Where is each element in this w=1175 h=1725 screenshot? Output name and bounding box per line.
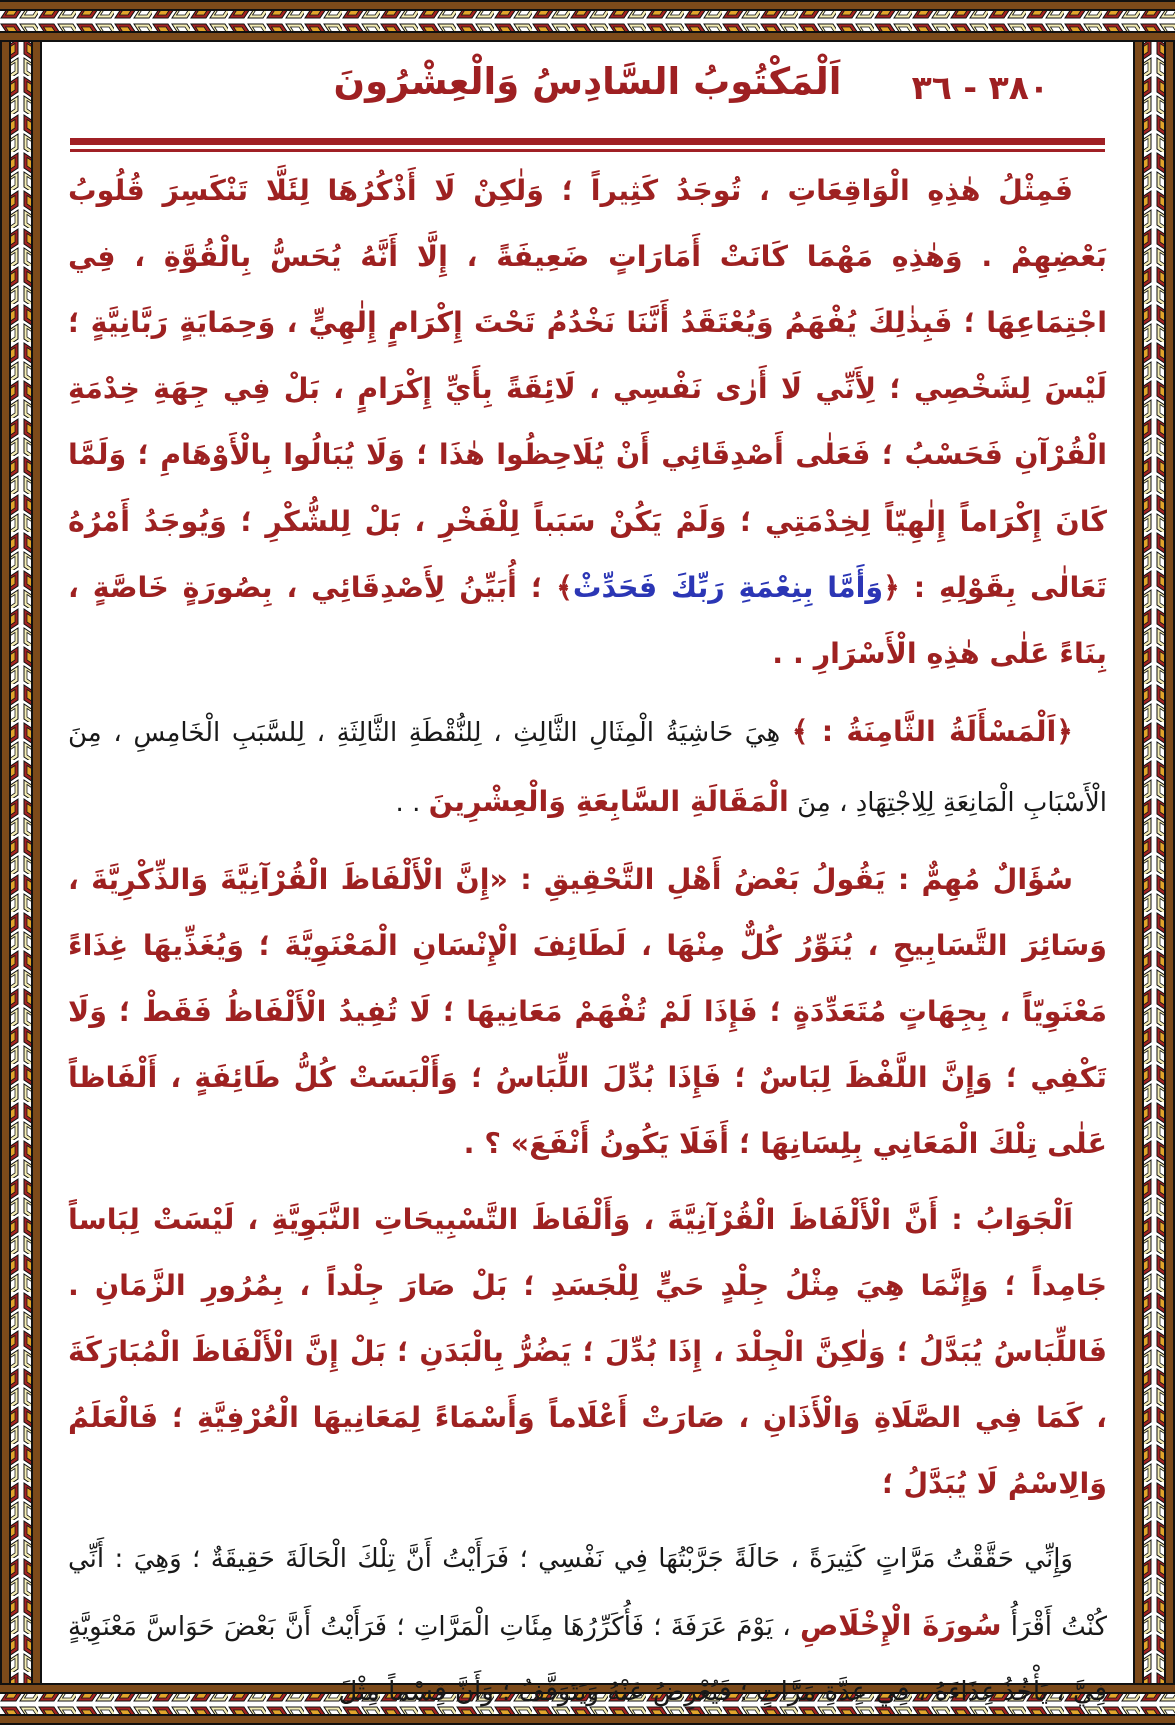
header-rule <box>70 138 1105 152</box>
header-rule-thin <box>70 149 1105 152</box>
text-column <box>68 158 1107 1725</box>
page-content <box>42 42 1133 1708</box>
text-segment: هِيَ حَاشِيَةُ الْمِثَالِ الثَّالِثِ ، لِلنُّقْطَةِ الثَّالِثَةِ ، لِلسَّبَبِ الْخَامِسِ ، مِنَ الْأَسْبَابِ الْمَانِعَةِ لِلِاجْتِهَادِ ، مِنَ <box>68 717 1107 818</box>
text-segment: . . <box>395 787 429 818</box>
text-segment: ؛ أُبَيِّنُ لِأَصْدِقَائِي ، بِصُورَةٍ خَاصَّةٍ ، بِنَاءً عَلٰى هٰذِهِ الْأَسْرَارِ . . <box>68 570 1107 670</box>
paragraph-sual-muhimm <box>68 847 1107 1178</box>
ornamental-border-left-icon <box>0 0 42 1725</box>
text-segment: اَلْجَوَابُ : أَنَّ الْأَلْفَاظَ الْقُرْآنِيَّةَ ، وَأَلْفَاظَ التَّسْبِيحَاتِ النَّبَوِيَّةِ ، لَيْسَتْ لِبَاساً جَامِداً ؛ وَإِنَّمَا هِيَ مِثْلُ جِلْدٍ حَيٍّ لِلْجَسَدِ ؛ بَلْ صَارَ جِلْداً ، بِمُرُورِ الزَّمَانِ . فَاللِّبَاسُ يُبَدَّلُ ؛ وَلٰكِنَّ الْجِلْدَ ، إِذَا بُدِّلَ ؛ يَضُرُّ بِالْبَدَنِ ؛ بَلْ إِنَّ الْأَلْفَاظَ الْمُبَارَكَةَ ، كَمَا فِي الصَّلَاةِ وَالْأَذَانِ ، صَارَتْ أَعْلَاماً وَأَسْمَاءً لِمَعَانِيهَا الْعُرْفِيَّةِ ؛ فَالْعَلَمُ وَالِاسْمُ لَا يُبَدَّلُ ؛ <box>68 1203 1107 1501</box>
text-segment-red-strong: سُورَةَ الْإِخْلَاصِ <box>799 1609 1002 1643</box>
text-segment-bracket: ﴾ <box>556 570 573 604</box>
text-segment: سُؤَالٌ مُهِمٌّ : يَقُولُ بَعْضُ أَهْلِ التَّحْقِيقِ : «إِنَّ الْأَلْفَاظَ الْقُرْآنِيَّةَ وَالذِّكْرِيَّةَ ، وَسَائِرَ التَّسَابِيحِ ، يُنَوِّرُ كُلٌّ مِنْهَا ، لَطَائِفَ الْإِنْسَانِ الْمَعْنَوِيَّةَ ؛ وَيُغَذِّيهَا غِذَاءً مَعْنَوِيّاً ، بِجِهَاتٍ مُتَعَدِّدَةٍ ؛ فَإِذَا لَمْ تُفْهَمْ مَعَانِيهَا ؛ لَا تُفِيدُ الْأَلْفَاظُ فَقَطْ ؛ وَلَا تَكْفِي ؛ وَإِنَّ اللَّفْظَ لِبَاسٌ ؛ فَإِذَا بُدِّلَ اللِّبَاسُ ؛ وَأَلْبَسَتْ كُلُّ طَائِفَةٍ ، أَلْفَاظاً عَلٰى تِلْكَ الْمَعَانِي بِلِسَانِهَا ؛ أَفَلَا يَكُونُ أَنْفَعَ» ؟ . <box>68 862 1107 1160</box>
text-segment-bracket: ﴿ <box>883 570 900 604</box>
paragraph-jawab <box>68 1187 1107 1518</box>
text-segment: فَمِثْلُ هٰذِهِ الْوَاقِعَاتِ ، تُوجَدُ كَثِيراً ؛ وَلٰكِنْ لَا أَذْكُرُهَا لِئَلَّا تَنْكَسِرَ قُلُوبُ بَعْضِهِمْ . وَهٰذِهِ مَهْمَا كَانَتْ أَمَارَاتٍ ضَعِيفَةً ، إِلَّا أَنَّهُ يُحَسُّ بِالْقُوَّةِ ، فِي اجْتِمَاعِهَا ؛ فَبِذٰلِكَ يُفْهَمُ وَيُعْتَقَدُ أَنَّنَا نَخْدُمُ تَحْتَ إِكْرَامٍ إِلٰهِيٍّ ، وَحِمَايَةٍ رَبَّانِيَّةٍ ؛ لَيْسَ لِشَخْصِي ؛ لِأَنِّي لَا أَرٰى نَفْسِي ، لَائِقَةً بِأَيِّ إِكْرَامٍ ، بَلْ فِي جِهَةِ خِدْمَةِ الْقُرْآنِ فَحَسْبُ ؛ فَعَلٰى أَصْدِقَائِي أَنْ يُلَاحِظُوا هٰذَا ؛ وَلَا يُبَالُوا بِالْأَوْهَامِ ؛ وَلَمَّا كَانَ إِكْرَاماً إِلٰهِيّاً لِخِدْمَتِي ؛ وَلَمْ يَكُنْ سَبَباً لِلْفَخْرِ ، بَلْ لِلشُّكْرِ ؛ وَيُوجَدُ أَمْرُهُ تَعَالٰى بِقَوْلِهِ : <box>68 174 1108 604</box>
header-rule-thick <box>70 138 1105 145</box>
text-segment-red-strong: ﴿اَلْمَسْأَلَةُ الثَّامِنَةُ : ﴾ <box>791 714 1074 748</box>
page-number: ٣٨٠ - ٣٦ <box>911 68 1049 107</box>
page-title: اَلْمَكْتُوبُ السَّادِسُ وَالْعِشْرُونَ <box>333 60 842 103</box>
paragraph-masala-thamina <box>68 697 1107 837</box>
text-segment-red-strong: الْمَقَالَةِ السَّابِعَةِ وَالْعِشْرِينَ <box>428 784 789 818</box>
text-segment-quran: وَأَمَّا بِنِعْمَةِ رَبِّكَ فَحَدِّثْ <box>572 570 884 604</box>
text-segment: وَإِنِّي حَقَّقْتُ مَرَّاتٍ كَثِيرَةً ، حَالَةً جَرَّبْتُهَا فِي نَفْسِي ؛ فَرَأَيْتُ أَنَّ تِلْكَ الْحَالَةَ حَقِيقَةٌ ؛ وَهِيَ : أَنِّي كُنْتُ أَقْرَأُ <box>68 1543 1107 1643</box>
ornamental-border-top-icon <box>0 0 1175 42</box>
ornamental-border-right-icon <box>1133 0 1175 1725</box>
paragraph-intro <box>68 158 1107 687</box>
text-segment: ، يَوْمَ عَرَفَةَ ؛ فَأُكَرِّرُهَا مِئَاتِ الْمَرَّاتِ ؛ فَرَأَيْتُ أَنَّ بَعْضَ حَوَاسَّ مَعْنَوِيَّةٍ فِيَّ ، يَأْخُذُ غِذَاءَهُ ، فِي عِدَّةِ مَرَّاتٍ ؛ فَيُعْرِضُ عَنْهُ وَيَتَوَقَّفُ ؛ وَأَنَّ قِسْماً مِثْلَ <box>68 1612 1107 1708</box>
page-header <box>68 54 1107 124</box>
paragraph-tajriba <box>68 1528 1107 1725</box>
